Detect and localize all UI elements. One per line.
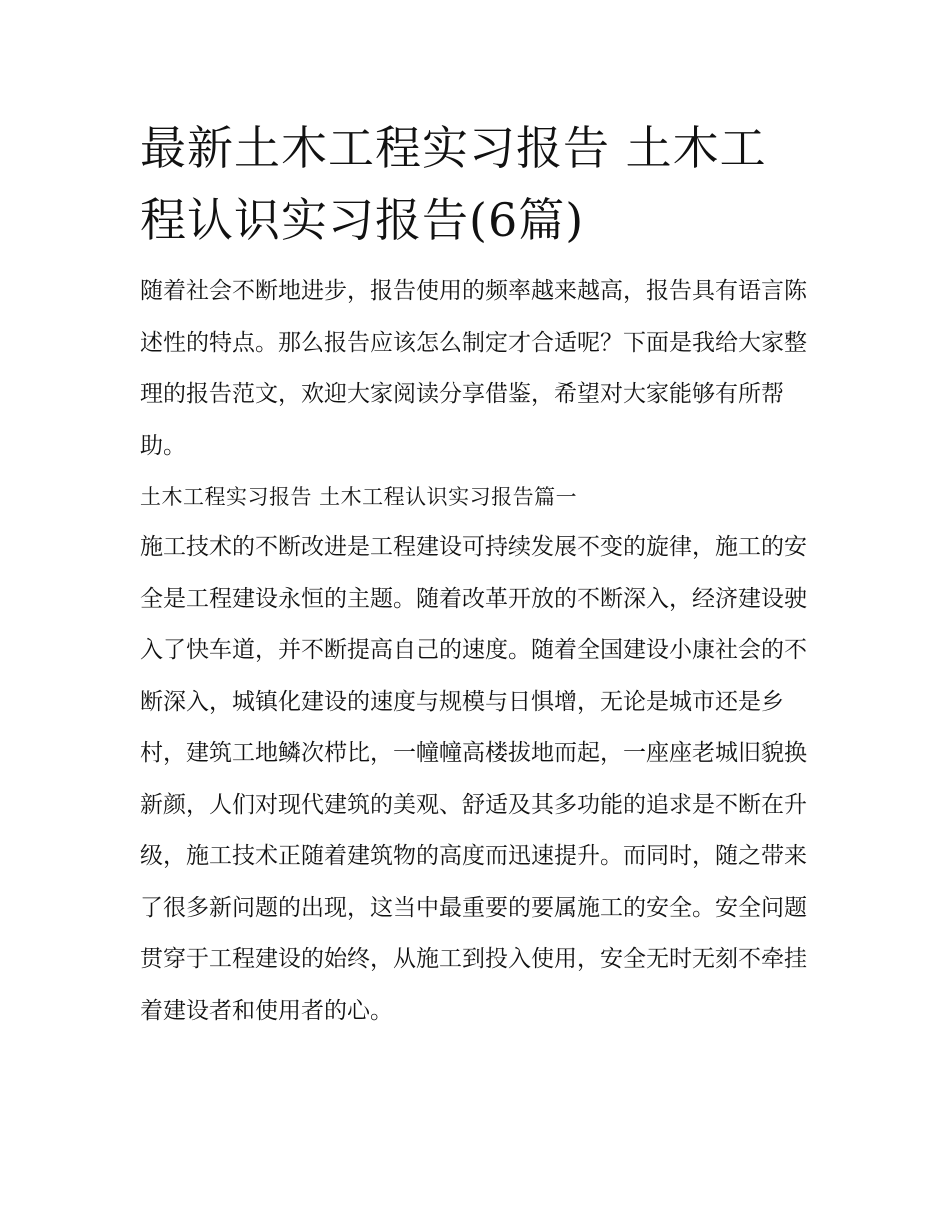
intro-paragraph: 随着社会不断地进步，报告使用的频率越来越高，报告具有语言陈述性的特点。那么报告应该怎么制定才合适呢？下面是我给大家整理的报告范文，欢迎大家阅读分享借鉴，希望对大家能够有所帮助。	[140, 278, 807, 459]
section-heading: 土木工程实习报告 土木工程认识实习报告篇一	[140, 485, 578, 509]
body-paragraph: 施工技术的不断改进是工程建设可持续发展不变的旋律，施工的安全是工程建设永恒的主题。随着改革开放的不断深入，经济建设驶入了快车道，并不断提高自己的速度。随着全国建设小康社会的不断深入，城镇化建设的速度与规模与日惧增，无论是城市还是乡村，建筑工地鳞次栉比，一幢幢高楼拔地而起，一座座老城旧貌换新颜，人们对现代建筑的美观、舒适及其多功能的追求是不断在升级，施工技术正随着建筑物的高度而迅速提升。而同时，随之带来了很多新问题的出现，这当中最重要的要属施工的安全。安全问题贯穿于工程建设的始终，从施工到投入使用，安全无时无刻不牵挂着建设者和使用者的心。	[140, 534, 807, 1024]
document-content	[140, 112, 812, 1037]
document-title: 最新土木工程实习报告 土木工程认识实习报告(6篇)	[140, 121, 767, 247]
